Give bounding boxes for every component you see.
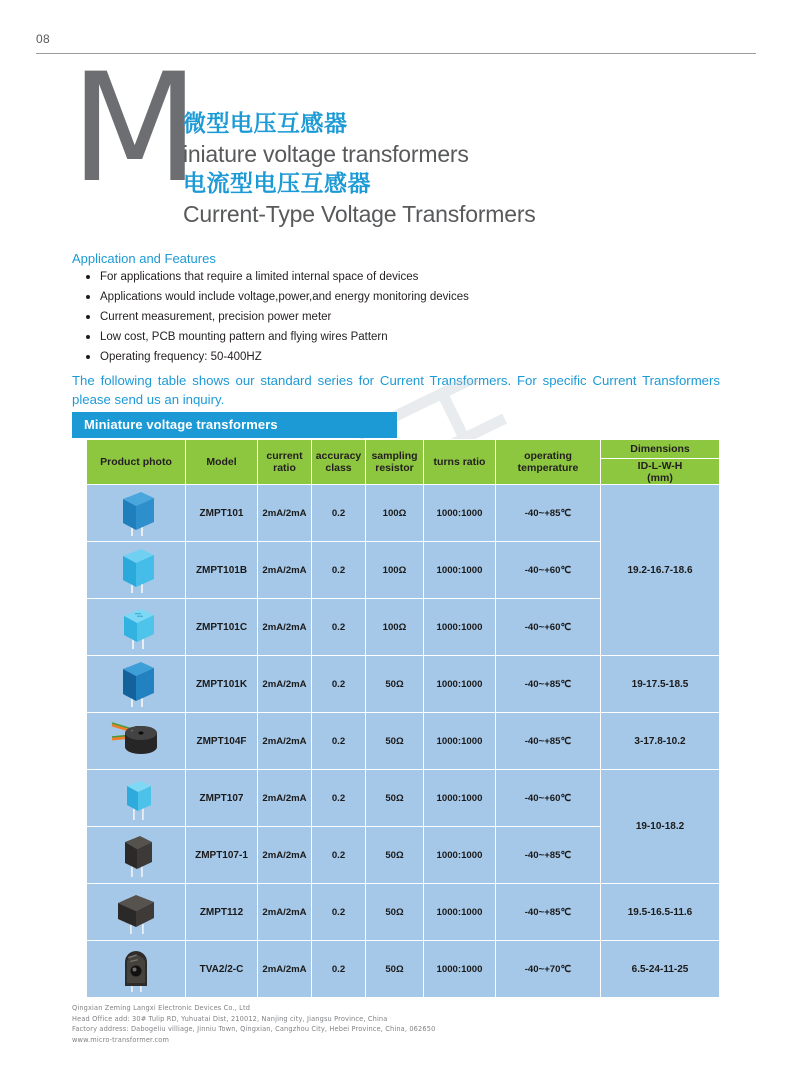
application-heading: Application and Features [72, 251, 216, 266]
cell-operating-temperature: -40~+60℃ [496, 770, 601, 827]
cell-sampling-resistor: 100Ω [366, 599, 424, 656]
feature-text: For applications that require a limited internal space of devices [100, 271, 419, 283]
cell-model: ZMPT101B [186, 542, 258, 599]
table-row [87, 884, 720, 941]
black-toroidal-transformer-icon [87, 945, 185, 993]
footer-website: www.micro-transformer.com [72, 1035, 170, 1044]
product-photo-cell [87, 485, 186, 542]
cell-current-ratio: 2mA/2mA [258, 770, 312, 827]
product-photo-cell [87, 827, 186, 884]
cell-sampling-resistor: 50Ω [366, 941, 424, 998]
cell-model: ZMPT104F [186, 713, 258, 770]
page-number: 08 [36, 32, 50, 46]
black-box-transformer-icon [87, 831, 185, 879]
table-banner-label: Miniature voltage transformers [84, 417, 278, 432]
cell-sampling-resistor: 50Ω [366, 713, 424, 770]
footer-head-office: Head Office add: 30# Tulip RD, Yuhuatai Dist, 210012, Nanjing city, Jiangsu Province, China [72, 1014, 388, 1023]
table-row [87, 770, 720, 827]
cell-accuracy-class: 0.2 [312, 884, 366, 941]
cell-model: ZMPT112 [186, 884, 258, 941]
cell-dimensions: 19.5-16.5-11.6 [601, 884, 720, 941]
product-photo-cell [87, 713, 186, 770]
table-body [87, 485, 720, 998]
cell-operating-temperature: -40~+85℃ [496, 713, 601, 770]
lead-paragraph: The following table shows our standard series for Current Transformers. For specific Current Transformers please send us an inquiry. [72, 373, 720, 407]
cell-accuracy-class: 0.2 [312, 827, 366, 884]
black-wide-box-transformer-icon [87, 888, 185, 936]
header-line-1: current [266, 449, 303, 462]
column-header-dimensions-units [601, 459, 720, 485]
column-header-current-ratio [258, 440, 312, 485]
bullet-icon [86, 295, 90, 299]
title-english-primary: iniature voltage transformers [183, 141, 469, 167]
cell-dimensions: 19-10-18.2 [601, 770, 720, 884]
cell-sampling-resistor: 50Ω [366, 827, 424, 884]
product-photo-cell [87, 941, 186, 998]
cell-sampling-resistor: 50Ω [366, 656, 424, 713]
footer-factory-address: Factory address: Dabogeliu villiage, Jinniu Town, Qingxian, Cangzhou City, Hebei Province, China, 062650 [72, 1025, 436, 1034]
blue-box-transformer-icon [87, 660, 185, 708]
cell-current-ratio: 2mA/2mA [258, 599, 312, 656]
cell-sampling-resistor: 50Ω [366, 770, 424, 827]
title-block [70, 42, 730, 252]
cell-current-ratio: 2mA/2mA [258, 656, 312, 713]
cell-turns-ratio: 1000:1000 [424, 941, 496, 998]
table-row [87, 713, 720, 770]
cell-model: TVA2/2-C [186, 941, 258, 998]
footer-company: Qingxian Zeming Langxi Electronic Devices Co., Ltd [72, 1004, 251, 1012]
cell-current-ratio: 2mA/2mA [258, 884, 312, 941]
cell-operating-temperature: -40~+60℃ [496, 542, 601, 599]
title-chinese-primary: 微型电压互感器 [183, 111, 348, 137]
cell-dimensions: 3-17.8-10.2 [601, 713, 720, 770]
cell-model: ZMPT101K [186, 656, 258, 713]
feature-list [86, 269, 706, 369]
column-header-model: Model [186, 440, 258, 485]
transformers-table [86, 439, 720, 998]
feature-text: Applications would include voltage,power,and energy monitoring devices [100, 291, 469, 303]
table-row [87, 485, 720, 542]
bullet-icon [86, 275, 90, 279]
column-header-dimensions: Dimensions [601, 440, 720, 459]
cyan-box-transformer-icon [87, 546, 185, 594]
header-line-2: resistor [375, 462, 414, 474]
cell-model: ZMPT107-1 [186, 827, 258, 884]
cell-turns-ratio: 1000:1000 [424, 599, 496, 656]
blue-box-transformer-icon [87, 489, 185, 537]
cell-accuracy-class: 0.2 [312, 542, 366, 599]
title-lines [183, 110, 536, 230]
cell-current-ratio: 2mA/2mA [258, 485, 312, 542]
cell-sampling-resistor: 100Ω [366, 485, 424, 542]
cell-accuracy-class: 0.2 [312, 941, 366, 998]
cell-accuracy-class: 0.2 [312, 713, 366, 770]
cell-model: ZMPT101C [186, 599, 258, 656]
cell-accuracy-class: 0.2 [312, 656, 366, 713]
cell-turns-ratio: 1000:1000 [424, 884, 496, 941]
title-chinese-secondary: 电流型电压互感器 [183, 171, 371, 197]
bullet-icon [86, 315, 90, 319]
feature-text: Operating frequency: 50-400HZ [100, 351, 262, 363]
table-row [87, 656, 720, 713]
title-english-secondary: Current-Type Voltage Transformers [183, 201, 536, 227]
feature-text: Low cost, PCB mounting pattern and flying wires Pattern [100, 331, 388, 343]
table-row [87, 941, 720, 998]
product-photo-cell [87, 656, 186, 713]
list-item [86, 269, 706, 289]
cyan-small-box-transformer-icon [87, 774, 185, 822]
cyan-flat-transformer-icon [87, 603, 185, 651]
cell-turns-ratio: 1000:1000 [424, 770, 496, 827]
cell-sampling-resistor: 100Ω [366, 542, 424, 599]
cell-accuracy-class: 0.2 [312, 770, 366, 827]
product-photo-cell [87, 770, 186, 827]
table-banner [72, 412, 397, 438]
feature-text: Current measurement, precision power meter [100, 311, 332, 323]
cell-turns-ratio: 1000:1000 [424, 485, 496, 542]
cell-operating-temperature: -40~+85℃ [496, 884, 601, 941]
bullet-icon [86, 335, 90, 339]
list-item [86, 329, 706, 349]
column-header-sampling-resistor [366, 440, 424, 485]
header-line-1: ID-L-W-H [637, 459, 683, 472]
cell-current-ratio: 2mA/2mA [258, 941, 312, 998]
product-photo-cell [87, 542, 186, 599]
list-item [86, 289, 706, 309]
cell-turns-ratio: 1000:1000 [424, 656, 496, 713]
cell-model: ZMPT101 [186, 485, 258, 542]
cell-current-ratio: 2mA/2mA [258, 713, 312, 770]
column-header-operating-temperature [496, 440, 601, 485]
cell-accuracy-class: 0.2 [312, 485, 366, 542]
column-header-photo: Product photo [87, 440, 186, 485]
cell-operating-temperature: -40~+85℃ [496, 827, 601, 884]
product-photo-cell [87, 599, 186, 656]
header-line-1: sampling [371, 449, 418, 462]
cell-current-ratio: 2mA/2mA [258, 827, 312, 884]
cell-dimensions: 19-17.5-18.5 [601, 656, 720, 713]
cell-accuracy-class: 0.2 [312, 599, 366, 656]
footer [72, 1003, 712, 1045]
drop-cap-letter: M [70, 42, 196, 216]
header-line-2: (mm) [647, 471, 673, 484]
bullet-icon [86, 355, 90, 359]
header-line-2: class [325, 462, 352, 474]
column-header-turns-ratio: turns ratio [424, 440, 496, 485]
column-header-accuracy-class [312, 440, 366, 485]
list-item [86, 309, 706, 329]
cell-dimensions: 19.2-16.7-18.6 [601, 485, 720, 656]
cell-current-ratio: 2mA/2mA [258, 542, 312, 599]
header-line-1: operating [524, 449, 572, 462]
list-item [86, 349, 706, 369]
header-line-1: accuracy [315, 449, 362, 462]
table-header [87, 440, 720, 485]
cell-model: ZMPT107 [186, 770, 258, 827]
black-round-transformer-with-wires-icon [87, 717, 185, 765]
cell-dimensions: 6.5-24-11-25 [601, 941, 720, 998]
cell-operating-temperature: -40~+60℃ [496, 599, 601, 656]
cell-operating-temperature: -40~+85℃ [496, 485, 601, 542]
product-photo-cell [87, 884, 186, 941]
table-header-row [87, 440, 720, 459]
cell-turns-ratio: 1000:1000 [424, 713, 496, 770]
cell-turns-ratio: 1000:1000 [424, 827, 496, 884]
header-line-2: ratio [273, 462, 296, 474]
header-line-2: temperature [517, 462, 579, 474]
cell-sampling-resistor: 50Ω [366, 884, 424, 941]
cell-operating-temperature: -40~+70℃ [496, 941, 601, 998]
cell-turns-ratio: 1000:1000 [424, 542, 496, 599]
cell-operating-temperature: -40~+85℃ [496, 656, 601, 713]
